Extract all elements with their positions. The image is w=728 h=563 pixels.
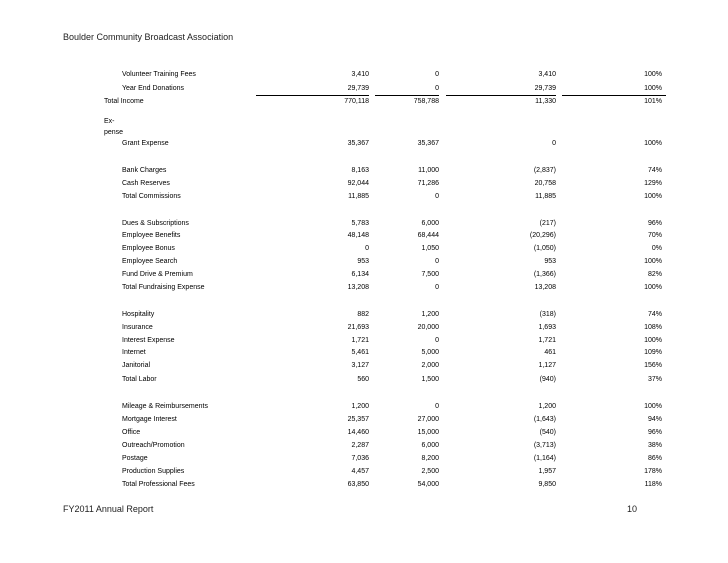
budget-cell: 27,000: [417, 416, 439, 423]
percent-cell: 94%: [647, 416, 662, 423]
percent-cell: 86%: [647, 455, 662, 462]
percent-cell: 178%: [644, 468, 662, 475]
budget-cell: 11,000: [418, 167, 439, 174]
actual-cell: 3,127: [351, 362, 369, 369]
budget-cell: 0: [435, 403, 439, 410]
actual-cell: 14,460: [347, 429, 369, 436]
row-label: Dues & Subscriptions: [122, 220, 189, 227]
variance-cell: 953: [544, 258, 556, 265]
percent-cell: 100%: [644, 284, 662, 291]
actual-cell: 882: [357, 311, 369, 318]
page-number: 10: [627, 504, 638, 514]
table-row: [0, 140, 728, 152]
percent-cell: 74%: [647, 311, 662, 318]
row-label: Year End Donations: [122, 85, 185, 92]
percent-cell: 96%: [647, 429, 662, 436]
row-label: Total Professional Fees: [122, 481, 195, 488]
budget-cell: 35,367: [417, 140, 439, 147]
percent-cell: 101%: [644, 98, 662, 105]
percent-cell: 96%: [647, 220, 662, 227]
variance-cell: (1,643): [533, 416, 556, 423]
row-label: Insurance: [122, 324, 153, 331]
actual-cell: 48,148: [347, 232, 369, 239]
actual-cell: 35,367: [347, 140, 369, 147]
table-row: [0, 180, 728, 192]
variance-cell: (1,366): [533, 271, 556, 278]
budget-cell: 71,286: [417, 180, 439, 187]
row-label: Total Labor: [122, 376, 157, 383]
table-row: [0, 442, 728, 454]
actual-cell: 560: [357, 376, 369, 383]
variance-cell: 1,721: [538, 337, 556, 344]
row-label: Mortgage Interest: [122, 416, 177, 423]
percent-cell: 156%: [644, 362, 662, 369]
variance-cell: 1,693: [538, 324, 556, 331]
actual-cell: 7,036: [351, 455, 369, 462]
row-label: Mileage & Reimbursements: [122, 403, 208, 410]
variance-cell: 9,850: [538, 481, 556, 488]
variance-cell: 1,200: [538, 403, 556, 410]
row-label: Volunteer Training Fees: [122, 71, 196, 78]
actual-cell: 29,739: [347, 85, 369, 92]
row-label: Internet: [122, 349, 146, 356]
actual-cell: 25,357: [347, 416, 369, 423]
budget-cell: 0: [435, 85, 439, 92]
budget-cell: 5,000: [421, 349, 439, 356]
table-row: [0, 284, 728, 296]
variance-cell: (540): [539, 429, 556, 436]
actual-cell: 63,850: [347, 481, 369, 488]
percent-cell: 82%: [647, 271, 662, 278]
underline: [375, 95, 439, 96]
actual-cell: 13,208: [347, 284, 369, 291]
table-row: [0, 324, 728, 336]
underline: [446, 95, 556, 96]
table-row: [0, 258, 728, 270]
variance-cell: 461: [544, 349, 556, 356]
budget-cell: 15,000: [417, 429, 439, 436]
actual-cell: 0: [365, 245, 369, 252]
actual-cell: 11,885: [348, 193, 369, 200]
percent-cell: 108%: [644, 324, 662, 331]
budget-cell: 2,000: [421, 362, 439, 369]
underline: [256, 95, 369, 96]
percent-cell: 100%: [644, 140, 662, 147]
table-row: [0, 337, 728, 349]
variance-cell: (1,164): [533, 455, 556, 462]
row-label: Total Fundraising Expense: [122, 284, 205, 291]
table-row: [0, 403, 728, 415]
actual-cell: 1,721: [351, 337, 369, 344]
variance-cell: (1,050): [533, 245, 556, 252]
row-label: Total Income: [104, 98, 144, 105]
percent-cell: 100%: [644, 337, 662, 344]
variance-cell: 13,208: [534, 284, 556, 291]
actual-cell: 770,118: [344, 98, 369, 105]
table-row: [0, 349, 728, 361]
row-label: Cash Reserves: [122, 180, 170, 187]
percent-cell: 70%: [647, 232, 662, 239]
budget-cell: 54,000: [417, 481, 439, 488]
variance-cell: (318): [539, 311, 556, 318]
actual-cell: 2,287: [351, 442, 369, 449]
table-row: [0, 311, 728, 323]
actual-cell: 92,044: [347, 180, 369, 187]
variance-cell: 1,127: [538, 362, 556, 369]
table-row: [0, 271, 728, 283]
percent-cell: 118%: [644, 481, 662, 488]
table-row: [0, 429, 728, 441]
table-row: [0, 362, 728, 374]
percent-cell: 100%: [644, 85, 662, 92]
percent-cell: 100%: [644, 258, 662, 265]
table-row: [0, 167, 728, 179]
percent-cell: 100%: [644, 193, 662, 200]
table-row: [0, 481, 728, 493]
percent-cell: 100%: [644, 403, 662, 410]
variance-cell: 1,957: [538, 468, 556, 475]
table-row: [0, 98, 728, 110]
budget-cell: 1,050: [421, 245, 439, 252]
percent-cell: 109%: [644, 349, 662, 356]
row-label: Employee Search: [122, 258, 178, 265]
actual-cell: 3,410: [351, 71, 369, 78]
table-row: [0, 468, 728, 480]
actual-cell: 8,163: [351, 167, 369, 174]
organization-name: Boulder Community Broadcast Association: [63, 32, 234, 42]
variance-cell: 20,758: [534, 180, 556, 187]
table-row: [0, 71, 728, 83]
variance-cell: (3,713): [533, 442, 556, 449]
percent-cell: 74%: [647, 167, 662, 174]
table-row: [0, 245, 728, 257]
row-label: Fund Drive & Premium: [122, 271, 193, 278]
actual-cell: 5,461: [351, 349, 369, 356]
budget-cell: 6,000: [421, 442, 439, 449]
table-row: [0, 376, 728, 388]
percent-cell: 37%: [647, 376, 662, 383]
percent-cell: 100%: [644, 71, 662, 78]
budget-cell: 1,500: [421, 376, 439, 383]
budget-cell: 7,500: [421, 271, 439, 278]
expense-heading: Ex- pense: [104, 118, 124, 136]
table-row: [0, 193, 728, 205]
budget-cell: 8,200: [421, 455, 439, 462]
table-row: [0, 416, 728, 428]
report-title: FY2011 Annual Report: [63, 504, 154, 514]
table-row: [0, 220, 728, 232]
percent-cell: 0%: [651, 245, 662, 252]
row-label: Office: [122, 429, 141, 436]
row-label: Grant Expense: [122, 140, 169, 147]
actual-cell: 6,134: [351, 271, 369, 278]
percent-cell: 129%: [644, 180, 662, 187]
variance-cell: (20,296): [529, 232, 556, 239]
row-label: Production Supplies: [122, 468, 185, 475]
actual-cell: 953: [357, 258, 369, 265]
variance-cell: (940): [539, 376, 556, 383]
budget-cell: 68,444: [417, 232, 439, 239]
row-label: Total Commissions: [122, 193, 181, 200]
variance-cell: 11,330: [535, 98, 556, 105]
row-label: Employee Benefits: [122, 232, 181, 239]
row-label: Janitorial: [122, 362, 151, 369]
row-label: Postage: [122, 455, 148, 462]
budget-cell: 0: [435, 284, 439, 291]
variance-cell: 29,739: [534, 85, 556, 92]
table-row: [0, 455, 728, 467]
budget-cell: 0: [435, 337, 439, 344]
actual-cell: 5,783: [351, 220, 369, 227]
row-label: Hospitality: [122, 311, 155, 318]
budget-cell: 1,200: [421, 311, 439, 318]
actual-cell: 21,693: [347, 324, 369, 331]
row-label: Outreach/Promotion: [122, 442, 185, 449]
variance-cell: 0: [552, 140, 556, 147]
budget-cell: 6,000: [421, 220, 439, 227]
budget-cell: 2,500: [421, 468, 439, 475]
table-row: [0, 85, 728, 97]
budget-cell: 0: [435, 193, 439, 200]
row-label: Interest Expense: [122, 337, 175, 344]
actual-cell: 1,200: [351, 403, 369, 410]
row-label: Bank Charges: [122, 167, 167, 174]
variance-cell: (2,837): [533, 167, 556, 174]
row-label: Employee Bonus: [122, 245, 175, 252]
budget-cell: 0: [435, 71, 439, 78]
underline: [562, 95, 666, 96]
variance-cell: (217): [539, 220, 556, 227]
budget-cell: 0: [435, 258, 439, 265]
variance-cell: 3,410: [538, 71, 556, 78]
percent-cell: 38%: [647, 442, 662, 449]
budget-cell: 758,788: [413, 98, 439, 105]
actual-cell: 4,457: [351, 468, 369, 475]
budget-cell: 20,000: [417, 324, 439, 331]
variance-cell: 11,885: [535, 193, 556, 200]
table-row: [0, 232, 728, 244]
